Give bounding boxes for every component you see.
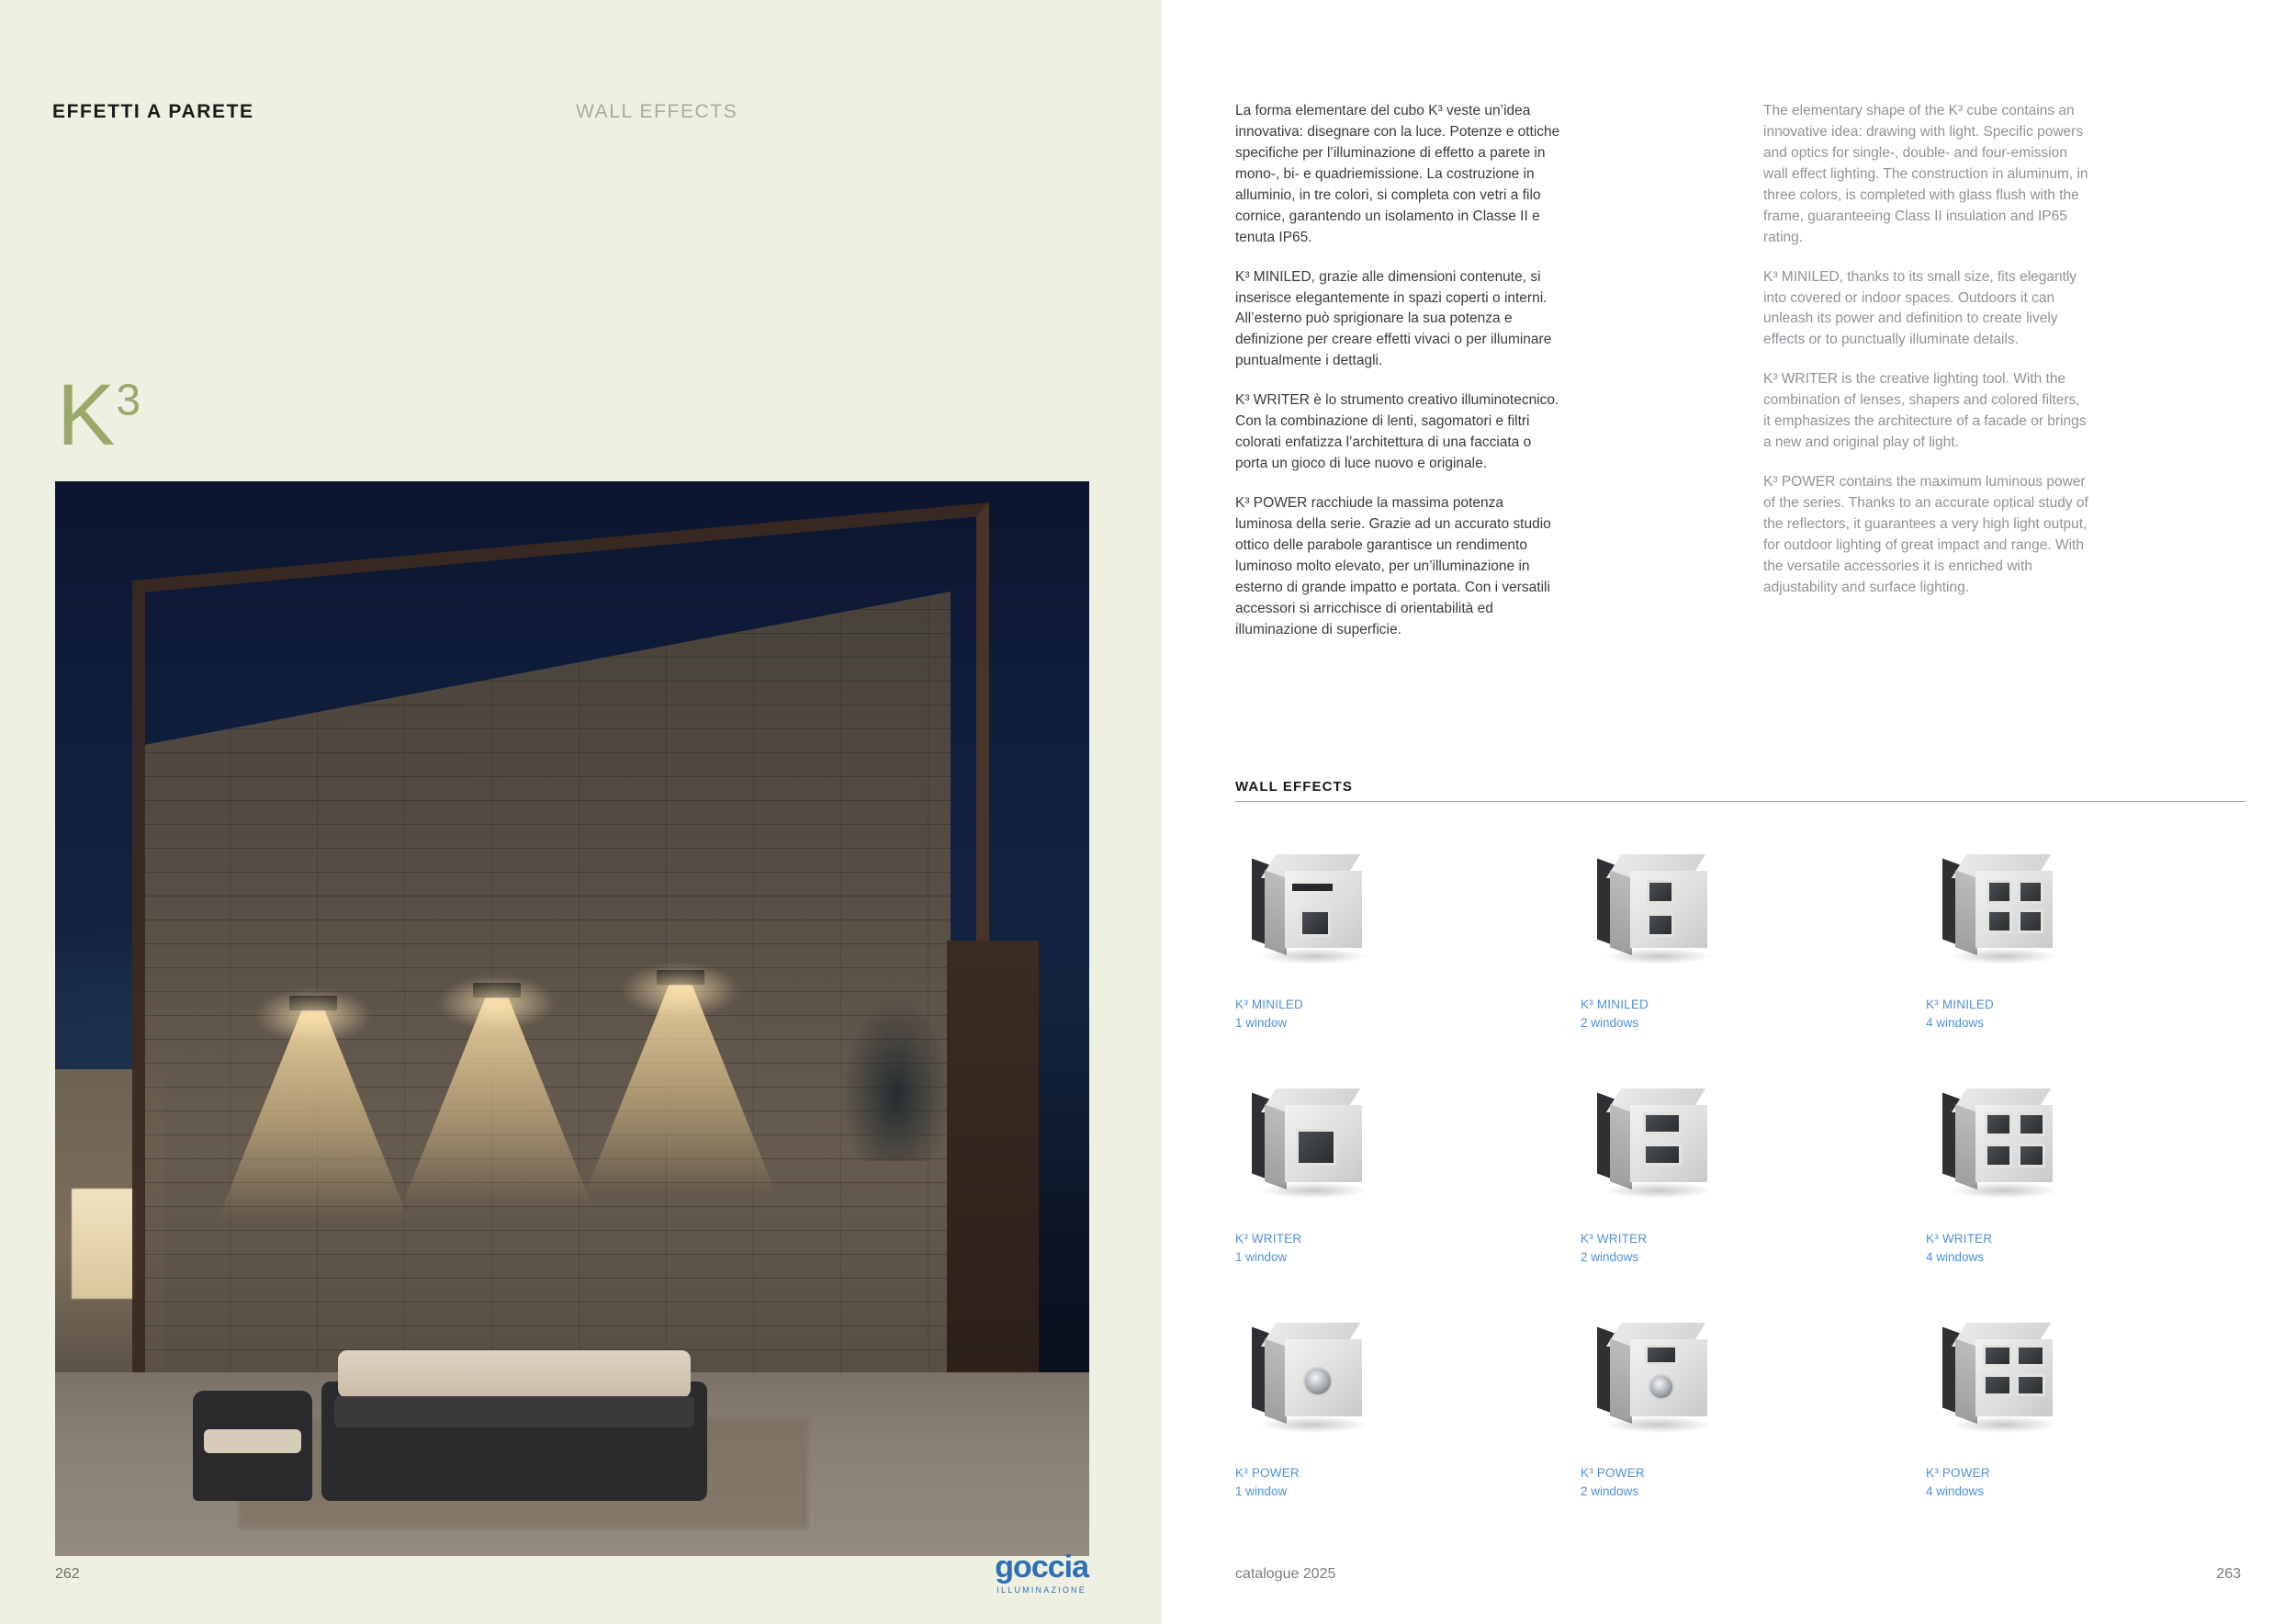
product-card[interactable] — [1926, 1079, 2099, 1266]
product-label — [1235, 996, 1408, 1032]
cube-window-1 — [1985, 1112, 2012, 1136]
cube-shadow — [1604, 1182, 1713, 1199]
cube-icon — [1597, 1321, 1716, 1431]
hero-photo — [55, 481, 1089, 1556]
product-card[interactable] — [1581, 1314, 1753, 1500]
cube-lens-1 — [1303, 1367, 1333, 1396]
photo-sofa-cushions — [338, 1350, 691, 1398]
paragraph-it-2: K³ MINILED, grazie alle dimensioni contenute, si inserisce elegantemente in spazi coperti o interni. All’esterno può sprigionare la sua potenza e definizione per creare effetti vivaci o per illuminare puntualmente i dettagli. — [1235, 268, 1552, 369]
product-label — [1581, 1464, 1753, 1500]
photo-light-glow-1 — [253, 988, 373, 1043]
brand-tagline: ILLUMINAZIONE — [996, 1585, 1086, 1595]
paragraph-en-1: The elementary shape of the K³ cube contains an innovative idea: drawing with light. Specific powers and optics for single-, double- and four-emission wall effect lighting. The construction in aluminum, in three colors, is completed with glass flush with the frame, guaranteeing Class II insulation and IP65 rating. — [1763, 103, 2088, 245]
cube-top-slit — [1292, 884, 1333, 891]
page-title-italian: EFFETTI A PARETE — [52, 101, 254, 122]
product-card[interactable] — [1235, 845, 1408, 1032]
cube-window-1 — [1647, 880, 1674, 904]
cube-shadow — [1950, 1416, 2058, 1433]
page-header — [52, 101, 1109, 123]
product-image — [1581, 1314, 1753, 1451]
product-label — [1926, 996, 2099, 1032]
cube-side-face — [1610, 1339, 1632, 1425]
product-variant: 2 windows — [1581, 1249, 1639, 1264]
photo-tree — [841, 996, 951, 1161]
paragraph-it-3: K³ WRITER è lo strumento creativo illuminotecnico. Con la combinazione di lenti, sagomatori e filtri colorati enfatizza l’architettura di una facciata o porta un gioco di luce nuovo e originale. — [1235, 392, 1559, 472]
cube-window-1 — [1986, 880, 2012, 904]
product-family: K³ POWER — [1926, 1466, 1990, 1481]
cube-shadow — [1950, 948, 2058, 964]
cube-side-face — [1265, 1104, 1287, 1190]
photo-light-glow-3 — [621, 963, 740, 1018]
cube-shadow — [1259, 1182, 1367, 1199]
product-family: K³ WRITER — [1235, 1232, 1302, 1246]
photo-sofa — [321, 1382, 707, 1501]
product-variant: 2 windows — [1581, 1015, 1639, 1030]
photo-corten-frame — [132, 502, 989, 1464]
k3-logo-letter: K — [57, 367, 117, 464]
cube-window-1 — [1643, 1112, 1682, 1134]
cube-window-2 — [2018, 880, 2043, 904]
product-card[interactable] — [1581, 1079, 1753, 1266]
product-label — [1926, 1464, 2099, 1500]
page-title-english: WALL EFFECTS — [576, 101, 738, 122]
product-family: K³ POWER — [1235, 1466, 1300, 1481]
product-family: K³ POWER — [1581, 1466, 1645, 1481]
product-variant: 4 windows — [1926, 1015, 1985, 1030]
cube-window-2 — [1647, 913, 1674, 937]
product-variant: 4 windows — [1926, 1483, 1985, 1498]
cube-shadow — [1950, 1182, 2058, 1199]
cube-icon — [1252, 1087, 1371, 1197]
catalogue-year: catalogue 2025 — [1235, 1566, 1336, 1582]
section-divider — [1235, 801, 2245, 802]
product-label — [1235, 1464, 1408, 1500]
cube-shadow — [1604, 1416, 1713, 1433]
section-heading: WALL EFFECTS — [1235, 779, 1353, 795]
product-image — [1235, 845, 1408, 983]
cube-window-1 — [1645, 1345, 1678, 1365]
k3-logo — [57, 367, 142, 464]
cube-window-3 — [1983, 1374, 2012, 1396]
cube-window-1 — [1300, 909, 1331, 937]
cube-shadow — [1259, 948, 1367, 964]
product-family: K³ MINILED — [1235, 998, 1304, 1011]
text-columns — [1235, 101, 2245, 660]
product-image — [1581, 845, 1753, 983]
paragraph-en-3: K³ WRITER is the creative lighting tool. With the combination of lenses, shapers and colored filters, it emphasizes the architecture of a facade or brings a new and original play of light. — [1763, 371, 2087, 451]
photo-light-glow-2 — [437, 976, 557, 1031]
product-family: K³ MINILED — [1581, 998, 1649, 1011]
product-family: K³ WRITER — [1581, 1232, 1648, 1246]
product-variant: 1 window — [1235, 1249, 1288, 1264]
product-variant: 4 windows — [1926, 1249, 1985, 1264]
product-family: K³ MINILED — [1926, 998, 1995, 1011]
photo-armchair — [193, 1391, 312, 1501]
product-family: K³ WRITER — [1926, 1232, 1993, 1246]
column-english — [1763, 101, 2089, 660]
product-variant: 1 window — [1235, 1483, 1288, 1498]
paragraph-it-1: La forma elementare del cubo K³ veste un’idea innovativa: disegnare con la luce. Potenze e ottiche specifiche per l’illuminazione di effetto a parete in mono-, bi- e quadriemissione. La costruzione in alluminio, in tre colori, si completa con vetri a filo cornice, garantendo un isolamento in Classe II e tenuta IP65. — [1235, 103, 1560, 245]
cube-side-face — [1955, 870, 1977, 955]
cube-side-face — [1955, 1104, 1977, 1190]
cube-icon — [1597, 1087, 1716, 1197]
column-italian — [1235, 101, 1561, 660]
product-image — [1926, 1314, 2099, 1451]
paragraph-it-4: K³ POWER racchiude la massima potenza luminosa della serie. Grazie ad un accurato studio ottico delle parabole garantisce un rendimento luminoso molto elevato, per un’illuminazione in esterno di grande impatto e portata. Con i versatili accessori si arricchisce di orientabilità ed illuminazione di superficie. — [1235, 495, 1551, 637]
cube-icon — [1942, 1321, 2062, 1431]
photo-side-window-light — [72, 1189, 136, 1299]
cube-side-face — [1265, 870, 1287, 955]
product-card[interactable] — [1926, 845, 2099, 1032]
product-label — [1235, 1230, 1408, 1266]
product-image — [1235, 1079, 1408, 1217]
cube-window-3 — [1985, 1144, 2012, 1167]
cube-window-3 — [1986, 909, 2012, 933]
photo-right-panel — [947, 941, 1039, 1418]
cube-window-4 — [2018, 1144, 2045, 1167]
photo-sofa-seat — [334, 1396, 694, 1427]
cube-window-4 — [2016, 1374, 2045, 1396]
cube-window-1 — [1983, 1345, 2012, 1367]
product-card[interactable] — [1235, 1079, 1408, 1266]
cube-side-face — [1610, 870, 1632, 955]
product-image — [1926, 845, 2099, 983]
brand-logo — [995, 1551, 1088, 1595]
cube-window-1 — [1296, 1129, 1336, 1166]
product-card[interactable] — [1235, 1314, 1408, 1500]
product-card[interactable] — [1581, 845, 1753, 1032]
right-page-number: 263 — [2216, 1566, 2241, 1582]
cube-icon — [1252, 852, 1371, 963]
cube-icon — [1597, 852, 1716, 963]
paragraph-en-2: K³ MINILED, thanks to its small size, fits elegantly into covered or indoor spaces. Outdoors it can unleash its power and definition to create lively effects or to punctually illuminate details. — [1763, 268, 2077, 348]
product-image — [1926, 1079, 2099, 1217]
paragraph-en-4: K³ POWER contains the maximum luminous power of the series. Thanks to an accurate optical study of the reflectors, it guarantees a very high light output, for outdoor lighting of great impact and range. With the versatile accessories it is enriched with adjustability and surface lighting. — [1763, 474, 2088, 595]
cube-window-2 — [1643, 1144, 1682, 1166]
cube-window-2 — [2016, 1345, 2045, 1367]
product-card[interactable] — [1926, 1314, 2099, 1500]
cube-side-face — [1610, 1104, 1632, 1190]
cube-icon — [1942, 852, 2062, 963]
product-variant: 2 windows — [1581, 1483, 1639, 1498]
product-image — [1581, 1079, 1753, 1217]
cube-side-face — [1265, 1339, 1287, 1425]
cube-shadow — [1604, 948, 1713, 964]
cube-window-2 — [2018, 1112, 2045, 1136]
product-label — [1581, 1230, 1753, 1266]
product-variant: 1 window — [1235, 1015, 1288, 1030]
cube-icon — [1942, 1087, 2062, 1197]
product-image — [1235, 1314, 1408, 1451]
brand-name: goccia — [995, 1550, 1088, 1585]
product-grid — [1235, 845, 2245, 1500]
cube-icon — [1252, 1321, 1371, 1431]
product-label — [1581, 996, 1753, 1032]
k3-logo-exponent: 3 — [116, 376, 142, 425]
left-page-number: 262 — [55, 1566, 80, 1582]
cube-shadow — [1259, 1416, 1367, 1433]
photo-armchair-cushion — [204, 1429, 301, 1453]
cube-side-face — [1955, 1339, 1977, 1425]
product-label — [1926, 1230, 2099, 1266]
cube-window-4 — [2018, 909, 2043, 933]
